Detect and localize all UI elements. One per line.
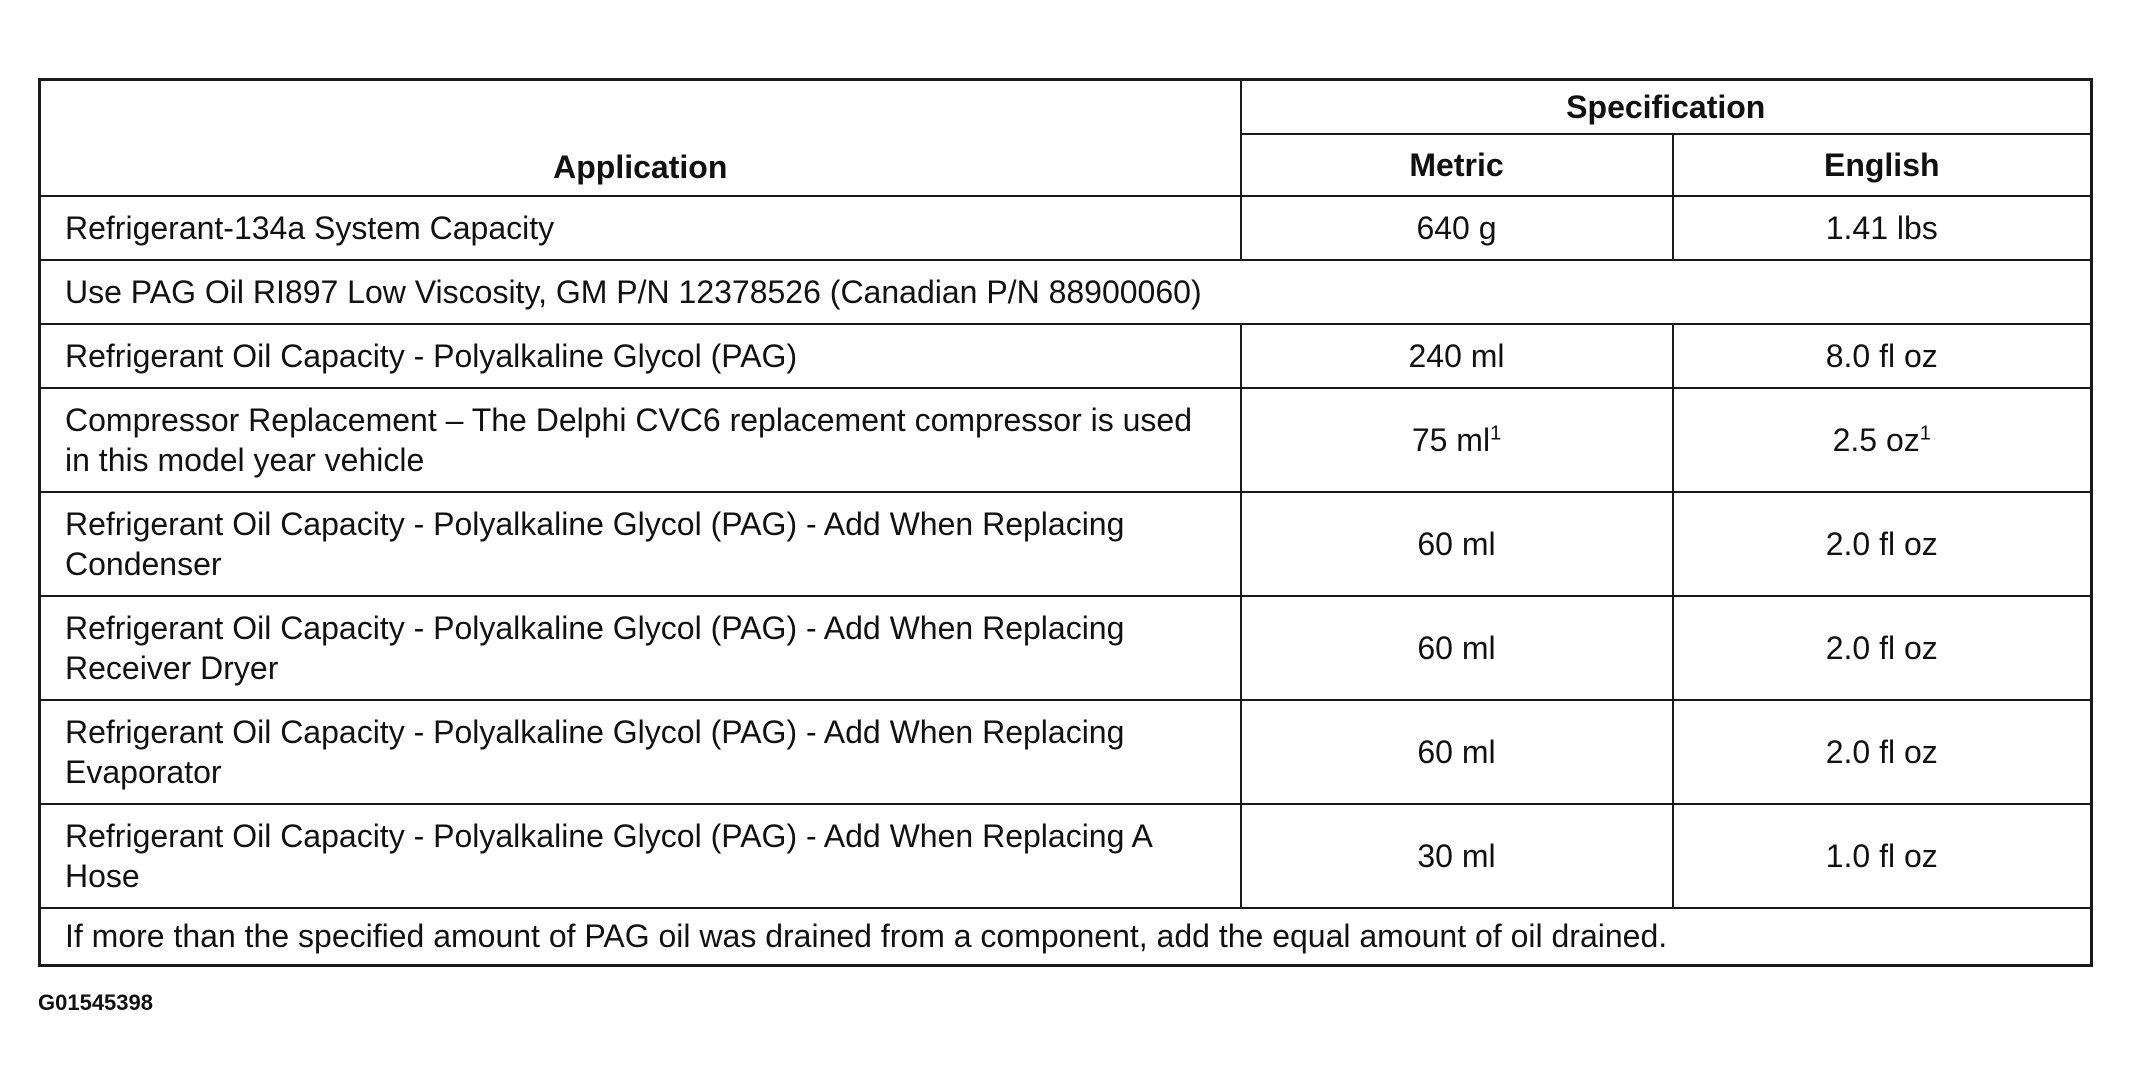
metric-cell bbox=[1241, 324, 1673, 388]
metric-value: 60 ml bbox=[1417, 733, 1496, 770]
english-cell bbox=[1673, 804, 2092, 908]
english-value: 1.41 lbs bbox=[1825, 209, 1938, 246]
english-value: 1.0 fl oz bbox=[1825, 837, 1938, 874]
english-cell bbox=[1673, 388, 2092, 492]
application-cell: Refrigerant-134a System Capacity bbox=[40, 196, 1241, 260]
english-value: 8.0 fl oz bbox=[1825, 337, 1938, 374]
metric-value: 60 ml bbox=[1417, 629, 1496, 666]
english-header: English bbox=[1673, 134, 2092, 196]
metric-cell bbox=[1241, 596, 1673, 700]
application-cell: Refrigerant Oil Capacity - Polyalkaline Glycol (PAG) - Add When Replacing A Hose bbox=[40, 804, 1241, 908]
metric-value: 75 ml bbox=[1411, 421, 1491, 458]
english-value: 2.5 oz bbox=[1832, 421, 1920, 458]
oil-type-note: Use PAG Oil RI897 Low Viscosity, GM P/N 12378526 (Canadian P/N 88900060) bbox=[40, 260, 2092, 324]
table-row bbox=[40, 804, 2092, 908]
english-cell bbox=[1673, 324, 2092, 388]
english-cell bbox=[1673, 492, 2092, 596]
metric-cell bbox=[1241, 388, 1673, 492]
application-cell: Refrigerant Oil Capacity - Polyalkaline Glycol (PAG) - Add When Replacing Receiver Dryer bbox=[40, 596, 1241, 700]
application-cell: Refrigerant Oil Capacity - Polyalkaline Glycol (PAG) - Add When Replacing Evaporator bbox=[40, 700, 1241, 804]
english-value: 2.0 fl oz bbox=[1825, 733, 1938, 770]
specification-header: Specification bbox=[1241, 80, 2092, 134]
header-row-top bbox=[40, 80, 2092, 134]
note-row bbox=[40, 908, 2092, 966]
english-cell bbox=[1673, 196, 2092, 260]
metric-header: Metric bbox=[1241, 134, 1673, 196]
english-cell bbox=[1673, 596, 2092, 700]
application-header: Application bbox=[40, 80, 1241, 196]
english-footnote: 1 bbox=[1919, 421, 1931, 444]
table-row bbox=[40, 492, 2092, 596]
metric-value: 60 ml bbox=[1417, 525, 1496, 562]
application-cell: Refrigerant Oil Capacity - Polyalkaline Glycol (PAG) - Add When Replacing Condenser bbox=[40, 492, 1241, 596]
metric-cell bbox=[1241, 492, 1673, 596]
metric-value: 640 g bbox=[1416, 209, 1497, 246]
english-cell bbox=[1673, 700, 2092, 804]
figure-id-label: G01545398 bbox=[38, 990, 153, 1015]
table-row bbox=[40, 700, 2092, 804]
metric-value: 30 ml bbox=[1417, 837, 1496, 874]
metric-cell bbox=[1241, 700, 1673, 804]
metric-value: 240 ml bbox=[1408, 337, 1505, 374]
english-value: 2.0 fl oz bbox=[1825, 629, 1938, 666]
table-row bbox=[40, 324, 2092, 388]
table-row bbox=[40, 388, 2092, 492]
metric-footnote: 1 bbox=[1490, 421, 1502, 444]
metric-cell bbox=[1241, 196, 1673, 260]
note-row bbox=[40, 260, 2092, 324]
table-row bbox=[40, 596, 2092, 700]
drain-note: If more than the specified amount of PAG oil was drained from a component, add the equal amount of oil drained. bbox=[40, 908, 2092, 966]
metric-cell bbox=[1241, 804, 1673, 908]
specification-table bbox=[38, 78, 2093, 967]
application-cell: Compressor Replacement – The Delphi CVC6 replacement compressor is used in this model year vehicle bbox=[40, 388, 1241, 492]
table-row bbox=[40, 196, 2092, 260]
english-value: 2.0 fl oz bbox=[1825, 525, 1938, 562]
application-cell: Refrigerant Oil Capacity - Polyalkaline Glycol (PAG) bbox=[40, 324, 1241, 388]
